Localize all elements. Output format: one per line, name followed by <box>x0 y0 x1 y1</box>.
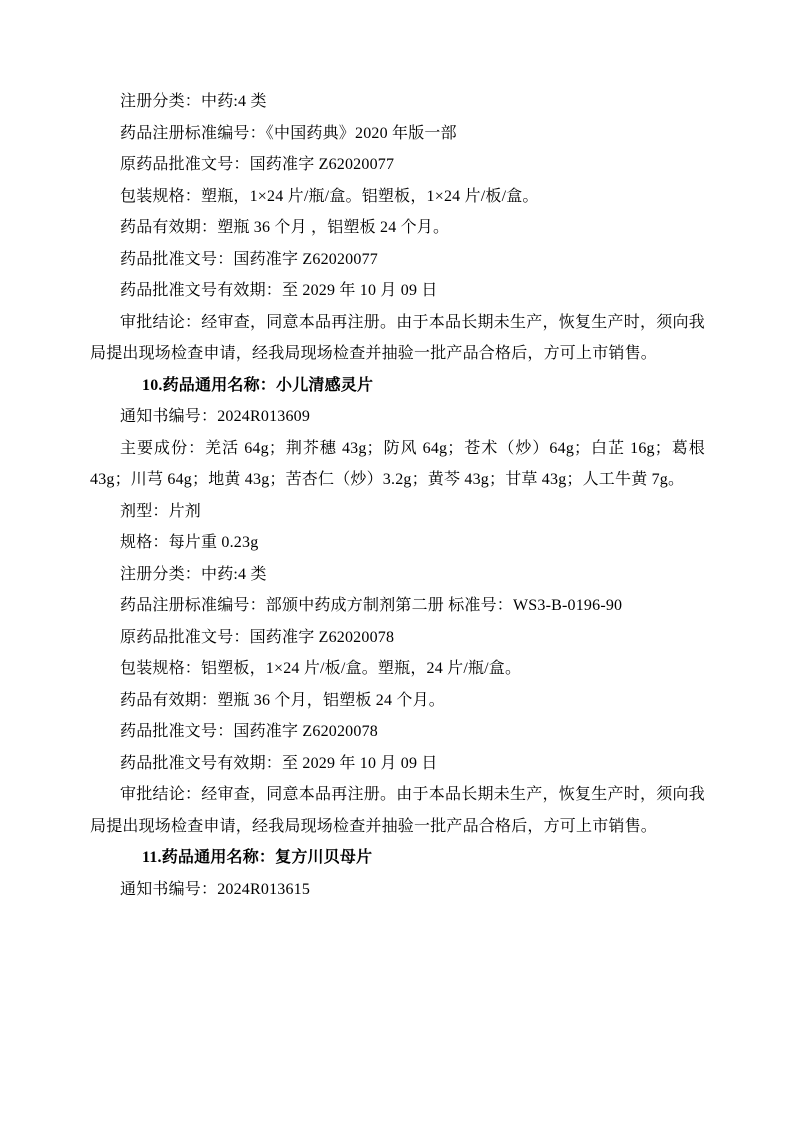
field-packaging-spec-entry9: 包装规格：塑瓶，1×24 片/瓶/盒。铝塑板，1×24 片/板/盒。 <box>120 187 539 205</box>
drug-entry-11-heading: 11.药品通用名称：复方川贝母片 <box>142 849 373 866</box>
field-registration-category-entry10: 注册分类：中药:4 类 <box>120 565 267 583</box>
field-notice-number-entry11: 通知书编号：2024R013615 <box>120 880 311 898</box>
field-specification-entry10: 规格：每片重 0.23g <box>120 534 259 551</box>
field-approval-number-entry9: 药品批准文号：国药准字 Z62020077 <box>120 250 378 268</box>
field-packaging-spec-entry10: 包装规格：铝塑板，1×24 片/板/盒。塑瓶，24 片/瓶/盒。 <box>120 660 522 677</box>
field-validity-period-entry10: 药品有效期：塑瓶 36 个月，铝塑板 24 个月。 <box>120 691 446 709</box>
field-dosage-form-entry10: 剂型：片剂 <box>120 502 202 520</box>
field-main-ingredients-entry10: 主要成份：羌活 64g；荆芥穗 43g；防风 64g；苍术（炒）64g；白芷 16g；葛根 43g；川芎 64g；地黄 43g；苦杏仁（炒）3.2g；黄芩 43g；甘草 43g；人工牛黄 7g。 <box>90 439 705 488</box>
field-approval-number-validity-entry9: 药品批准文号有效期：至 2029 年 10 月 09 日 <box>120 282 438 299</box>
field-approval-number-validity-entry10: 药品批准文号有效期：至 2029 年 10 月 09 日 <box>120 754 438 772</box>
field-approval-conclusion-entry10: 审批结论：经审查，同意本品再注册。由于本品长期未生产，恢复生产时，须向我局提出现场检查申请，经我局现场检查并抽验一批产品合格后，方可上市销售。 <box>90 786 705 835</box>
field-registration-category-entry9: 注册分类：中药:4 类 <box>120 93 267 110</box>
drug-entry-10-heading: 10.药品通用名称：小儿清感灵片 <box>142 376 374 394</box>
field-standard-number-entry9: 药品注册标准编号：《中国药典》2020 年版一部 <box>120 124 457 142</box>
field-original-approval-number-entry10: 原药品批准文号：国药准字 Z62020078 <box>120 628 395 646</box>
field-standard-number-entry10: 药品注册标准编号：部颁中药成方制剂第二册 标准号：WS3-B-0196-90 <box>120 597 623 614</box>
field-notice-number-entry10: 通知书编号：2024R013609 <box>120 408 311 425</box>
field-approval-number-entry10: 药品批准文号：国药准字 Z62020078 <box>120 723 378 740</box>
field-validity-period-entry9: 药品有效期：塑瓶 36 个月 ，铝塑板 24 个月。 <box>120 219 450 236</box>
field-approval-conclusion-entry9: 审批结论：经审查，同意本品再注册。由于本品长期未生产，恢复生产时，须向我局提出现场检查申请，经我局现场检查并抽验一批产品合格后，方可上市销售。 <box>90 313 705 362</box>
field-original-approval-number-entry9: 原药品批准文号：国药准字 Z62020077 <box>120 156 395 173</box>
